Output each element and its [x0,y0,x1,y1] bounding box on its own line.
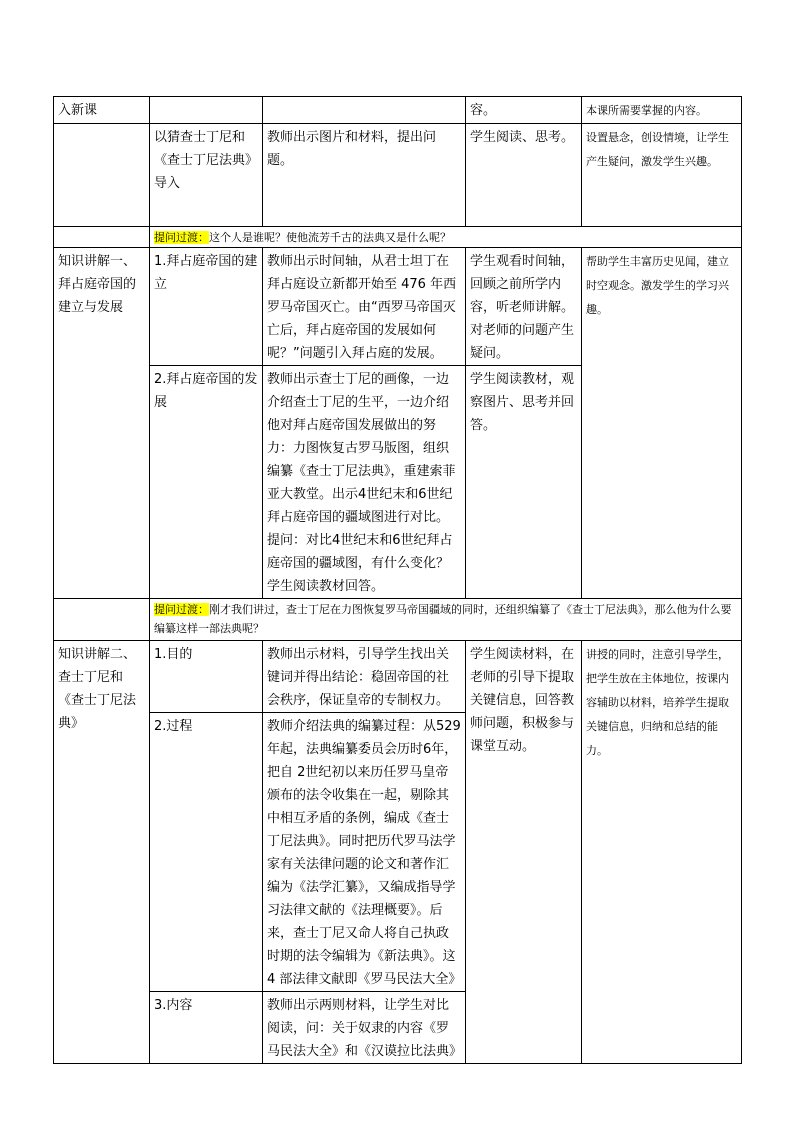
section-cell: 知识讲解一、拜占庭帝国的建立与发展 [54,248,150,599]
design-note-cell: 帮助学生丰富历史见闻，建立时空观念。激发学生的学习兴趣。 [582,248,742,599]
transition-text: 这个人是谁呢？使他流芳千古的法典又是什么呢？ [209,231,451,244]
transition-label: 提问过渡： [154,603,209,616]
teacher-activity-cell: 教师出示材料，引导学生找出关键词并得出结论：稳固帝国的社会秩序，保证皇帝的专制权力。 [263,641,466,713]
student-activity-cell: 学生观看时间轴，回顾之前所学内容，听老师讲解。对老师的问题产生疑问。 [466,248,582,366]
teacher-activity-cell [263,97,466,124]
design-note-cell: 设置悬念，创设情境，让学生产生疑问，激发学生兴趣。 [582,124,742,227]
topic-cell: 1.拜占庭帝国的建立 [150,248,263,366]
topic-cell: 以猜查士丁尼和《查士丁尼法典》导入 [150,124,263,227]
design-note-cell: 讲授的同时，注意引导学生，把学生放在主体地位，按课内容辅助以材料，培养学生提取关键信息，归纳和总结的能力。 [582,641,742,1064]
teacher-activity-cell: 教师出示图片和材料，提出问题。 [263,124,466,227]
transition-cell [150,227,742,248]
student-activity-cell: 学生阅读材料，在老师的引导下提取关键信息，回答教师问题，积极参与课堂互动。 [466,641,582,1064]
table-row [54,248,742,366]
table-row [54,97,742,124]
teacher-activity-cell: 教师出示时间轴，从君士坦丁在拜占庭设立新都开始至 476 年西罗马帝国灭亡。由“西罗马帝国灭亡后，拜占庭帝国的发展如何呢？”问题引入拜占庭的发展。 [263,248,466,366]
section-cell: 知识讲解二、查士丁尼和《查士丁尼法典》 [54,641,150,1064]
topic-cell [150,97,263,124]
table-row [54,124,742,227]
table-row [54,599,742,641]
lesson-plan-table [53,96,742,1064]
section-cell [54,599,150,641]
table-row [54,227,742,248]
section-cell [54,227,150,248]
teacher-activity-cell: 教师出示两则材料，让学生对比阅读，问：关于奴隶的内容《罗马民法大全》和《汉谟拉比法典》 [263,992,466,1064]
student-activity-cell: 容。 [466,97,582,124]
topic-cell: 3.内容 [150,992,263,1064]
topic-cell: 1.目的 [150,641,263,713]
section-cell [54,124,150,227]
design-note-cell: 本课所需要掌握的内容。 [582,97,742,124]
transition-label: 提问过渡： [154,231,209,244]
teacher-activity-cell: 教师介绍法典的编纂过程：从529年起，法典编纂委员会历时6年，把自 2世纪初以来历任罗马皇帝颁布的法令收集在一起，剔除其中相互矛盾的条例，编成《查士丁尼法典》。同时把历代罗马法学家有关法律问题的论文和著作汇编为《法学汇纂》，又编成指导学习法律文献的《法理概要》。后来，查士丁尼又命人将自己执政时期的法令编辑为《新法典》。这 4 部法律文献即《罗马民法大全》 [263,713,466,992]
transition-text: 刚才我们讲过，查士丁尼在力图恢复罗马帝国疆域的同时，还组织编纂了《查士丁尼法典》，那么他为什么要编纂这样一部法典呢？ [154,603,732,635]
student-activity-cell: 学生阅读、思考。 [466,124,582,227]
transition-cell [150,599,742,641]
teacher-activity-cell: 教师出示查士丁尼的画像，一边介绍查士丁尼的生平，一边介绍他对拜占庭帝国发展做出的努力：力图恢复古罗马版图，组织编纂《查士丁尼法典》，重建索菲亚大教堂。出示4世纪末和6世纪拜占庭帝国的疆域图进行对比。提问：对比4世纪末和6世纪拜占庭帝国的疆域图，有什么变化？学生阅读教材回答。 [263,366,466,599]
topic-cell: 2.过程 [150,713,263,992]
section-cell: 入新课 [54,97,150,124]
topic-cell: 2.拜占庭帝国的发展 [150,366,263,599]
table-row [54,641,742,713]
student-activity-cell: 学生阅读教材，观察图片、思考并回答。 [466,366,582,599]
